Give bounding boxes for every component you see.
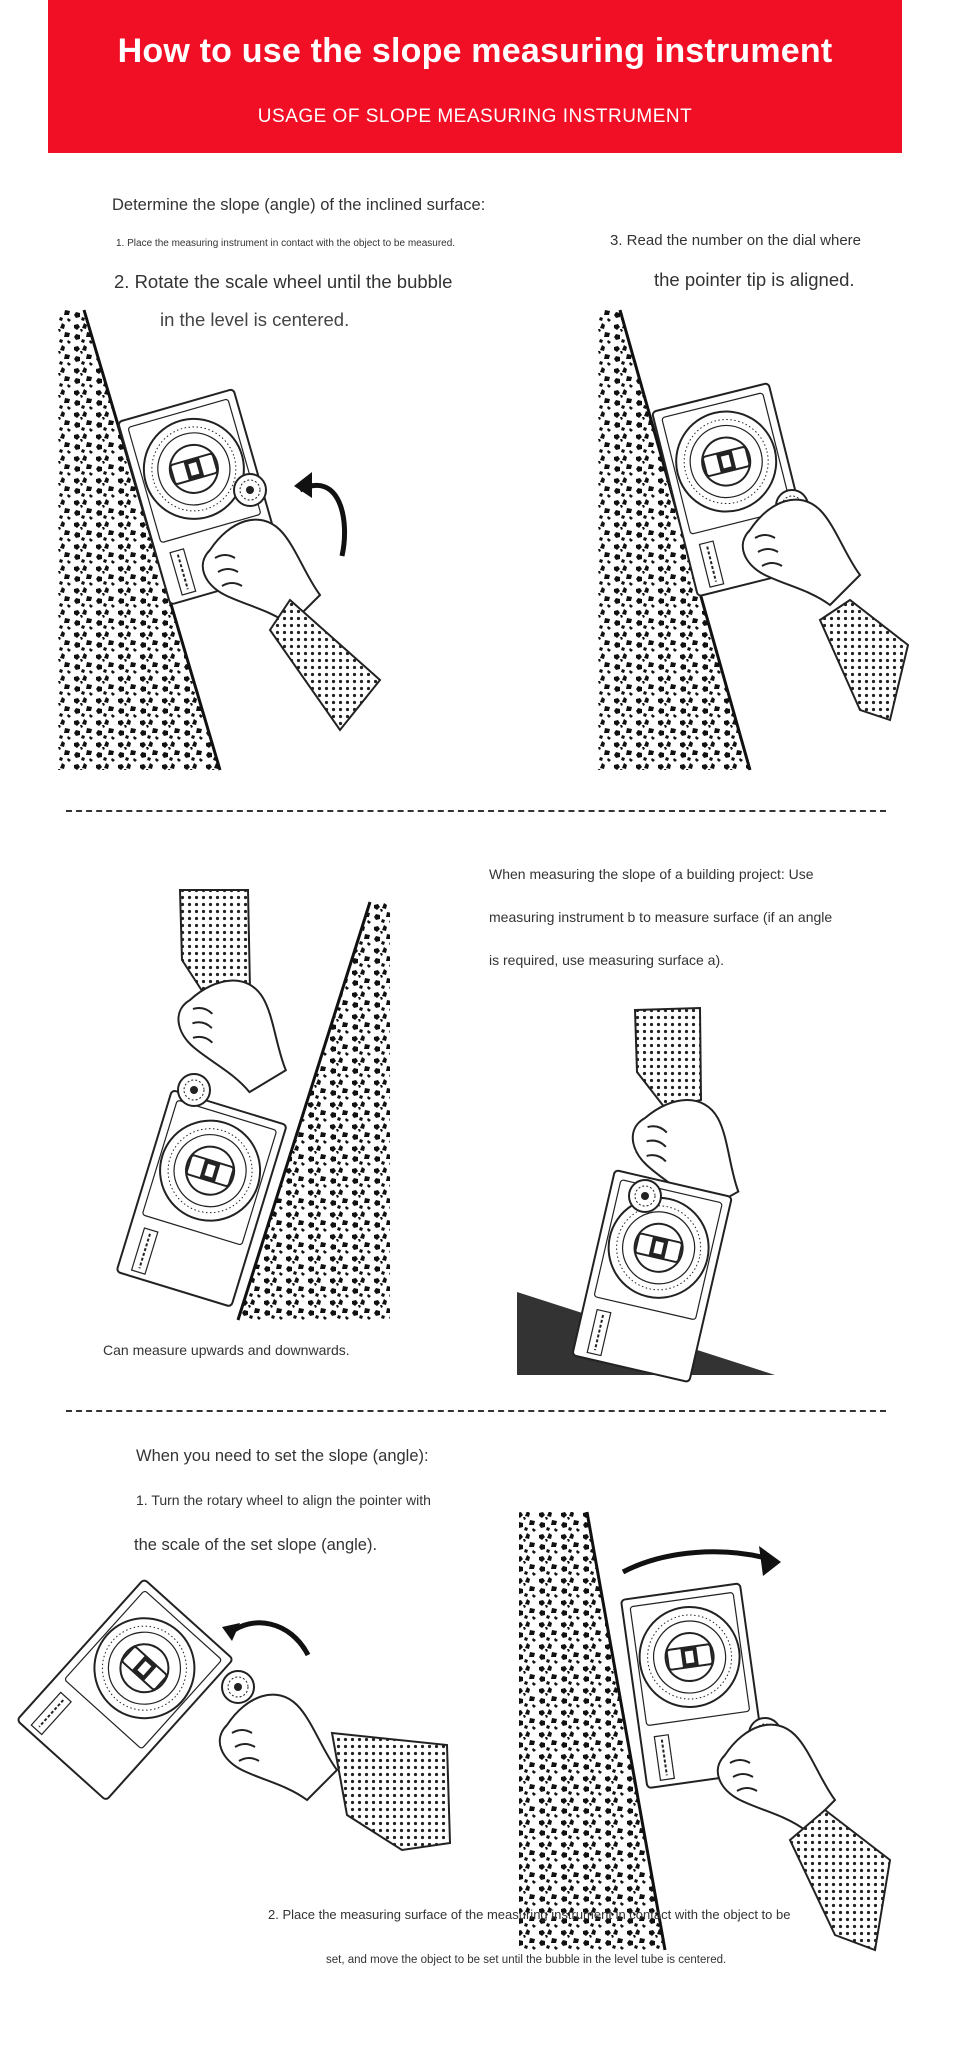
section3-step2-line2: set, and move the object to be set until the bubble in the level tube is centered. [326, 1954, 727, 1966]
instrument-illustration-2 [590, 300, 910, 780]
sleeve-2 [820, 600, 908, 720]
textured-surface-3 [238, 902, 390, 1320]
sleeve [270, 600, 380, 730]
sleeve-5 [332, 1733, 450, 1850]
divider-1 [66, 810, 886, 812]
hand-icon-5 [220, 1695, 337, 1800]
section1-step3-line1: 3. Read the number on the dial where [610, 232, 861, 249]
section3-step1-line2: the scale of the set slope (angle). [134, 1536, 378, 1554]
section1-step2-line2: in the level is centered. [160, 309, 350, 330]
rotation-arrow-icon [300, 485, 345, 556]
scale-wheel-icon-3 [178, 1074, 210, 1106]
section2-note-line3: is required, use measuring surface a). [489, 952, 724, 968]
rotation-arrow-icon-3 [623, 1552, 773, 1572]
divider-2 [66, 1410, 886, 1412]
section2-note-line1: When measuring the slope of a building project: Use [489, 866, 814, 882]
section1-step3-line2: the pointer tip is aligned. [654, 269, 855, 290]
instrument-illustration-4 [515, 1000, 795, 1380]
scale-wheel-icon-5 [222, 1671, 254, 1703]
sleeve-4 [635, 1008, 701, 1108]
instrument-illustration-3 [130, 880, 400, 1320]
section1-step1: 1. Place the measuring instrument in contact with the object to be measured. [116, 238, 456, 249]
section2-caption: Can measure upwards and downwards. [103, 1342, 350, 1358]
section1-heading: Determine the slope (angle) of the inclined surface: [112, 196, 486, 214]
sleeve-6 [790, 1810, 890, 1950]
scale-wheel-icon [234, 474, 266, 506]
section2-note-line2: measuring instrument b to measure surface (if an angle [489, 909, 833, 925]
scale-wheel-icon-4 [629, 1180, 661, 1212]
page-title: How to use the slope measuring instrument [117, 32, 833, 70]
instrument-illustration-1 [50, 300, 400, 780]
instrument-illustration-5 [62, 1575, 452, 1855]
header-banner [48, 0, 902, 153]
rotation-arrow-icon-2 [230, 1623, 308, 1655]
section3-step2-line1: 2. Place the measuring surface of the measuring instrument in contact with the object to be [268, 1907, 791, 1922]
instrument-illustration-6 [515, 1510, 895, 1955]
page-subtitle: USAGE OF SLOPE MEASURING INSTRUMENT [257, 106, 693, 127]
section3-heading: When you need to set the slope (angle): [136, 1447, 429, 1465]
section3-step1-line1: 1. Turn the rotary wheel to align the pointer with [136, 1492, 431, 1508]
slope-instrument-illustration-5 [17, 1579, 233, 1800]
section1-step2-line1: 2. Rotate the scale wheel until the bubble [114, 271, 453, 292]
